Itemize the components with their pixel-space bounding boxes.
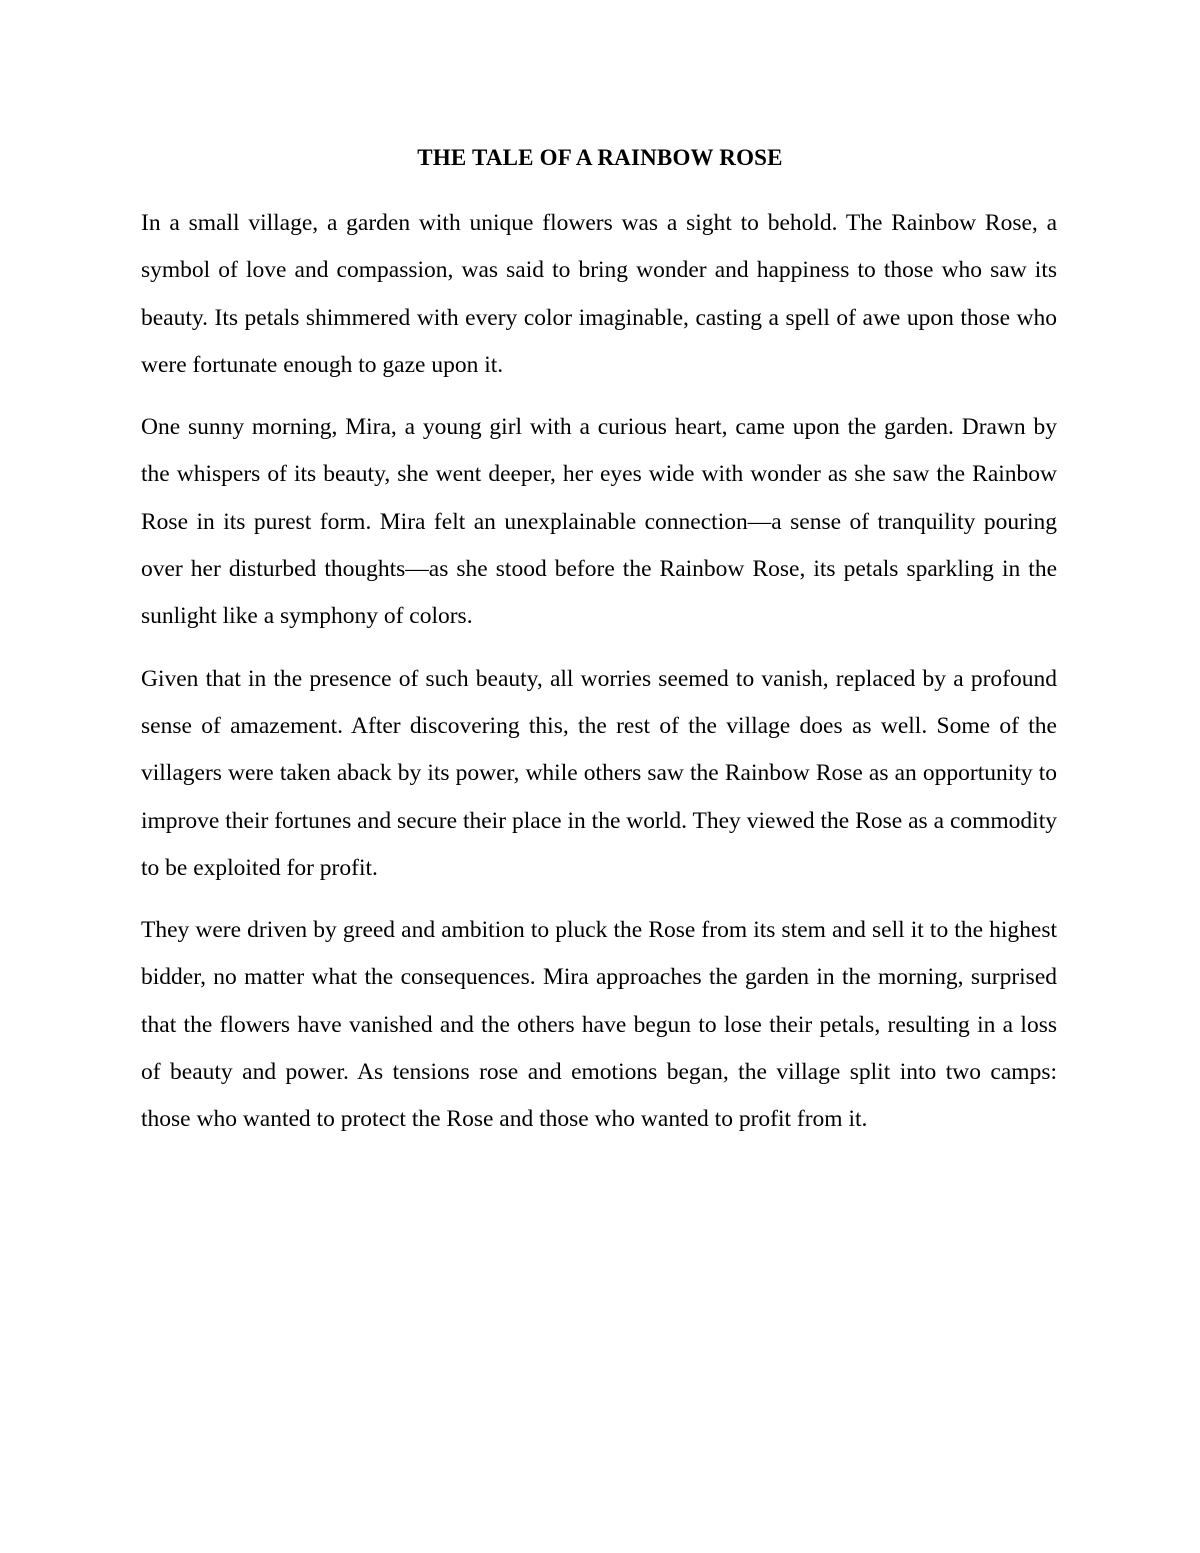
paragraph-3: Given that in the presence of such beauty, all worries seemed to vanish, replaced by a profound sense of amazement. After discovering this, the rest of the village does as well. Some of the villagers were taken aback by its power, while others saw the Rainbow Rose as an opportunity to improve their fortunes and secure their place in the world. They viewed the Rose as a commodity to be exploited for profit. (141, 665, 1057, 881)
paragraph-1: In a small village, a garden with unique flowers was a sight to behold. The Rainbow Rose, a symbol of love and compassion, was said to bring wonder and happiness to those who saw its beauty. Its petals shimmered with every color imaginable, casting a spell of awe upon those who were fortunate enough to gaze upon it. (141, 210, 1057, 378)
paragraph-4: They were driven by greed and ambition to pluck the Rose from its stem and sell it to the highest bidder, no matter what the consequences. Mira approaches the garden in the morning, surprised that the flowers have vanished and the others have begun to lose their petals, resulting in a loss of beauty and power. As tensions rose and emotions began, the village split into two camps: those who wanted to protect the Rose and those who wanted to profit from it. (141, 917, 1057, 1133)
document-body (141, 200, 1057, 1159)
document-title: THE TALE OF A RAINBOW ROSE (417, 145, 783, 170)
paragraph-2: One sunny morning, Mira, a young girl with a curious heart, came upon the garden. Drawn by the whispers of its beauty, she went deeper, her eyes wide with wonder as she saw the Rainbow Rose in its purest form. Mira felt an unexplainable connection—a sense of tranquility pouring over her disturbed thoughts—as she stood before the Rainbow Rose, its petals sparkling in the sunlight like a symphony of colors. (141, 414, 1057, 630)
